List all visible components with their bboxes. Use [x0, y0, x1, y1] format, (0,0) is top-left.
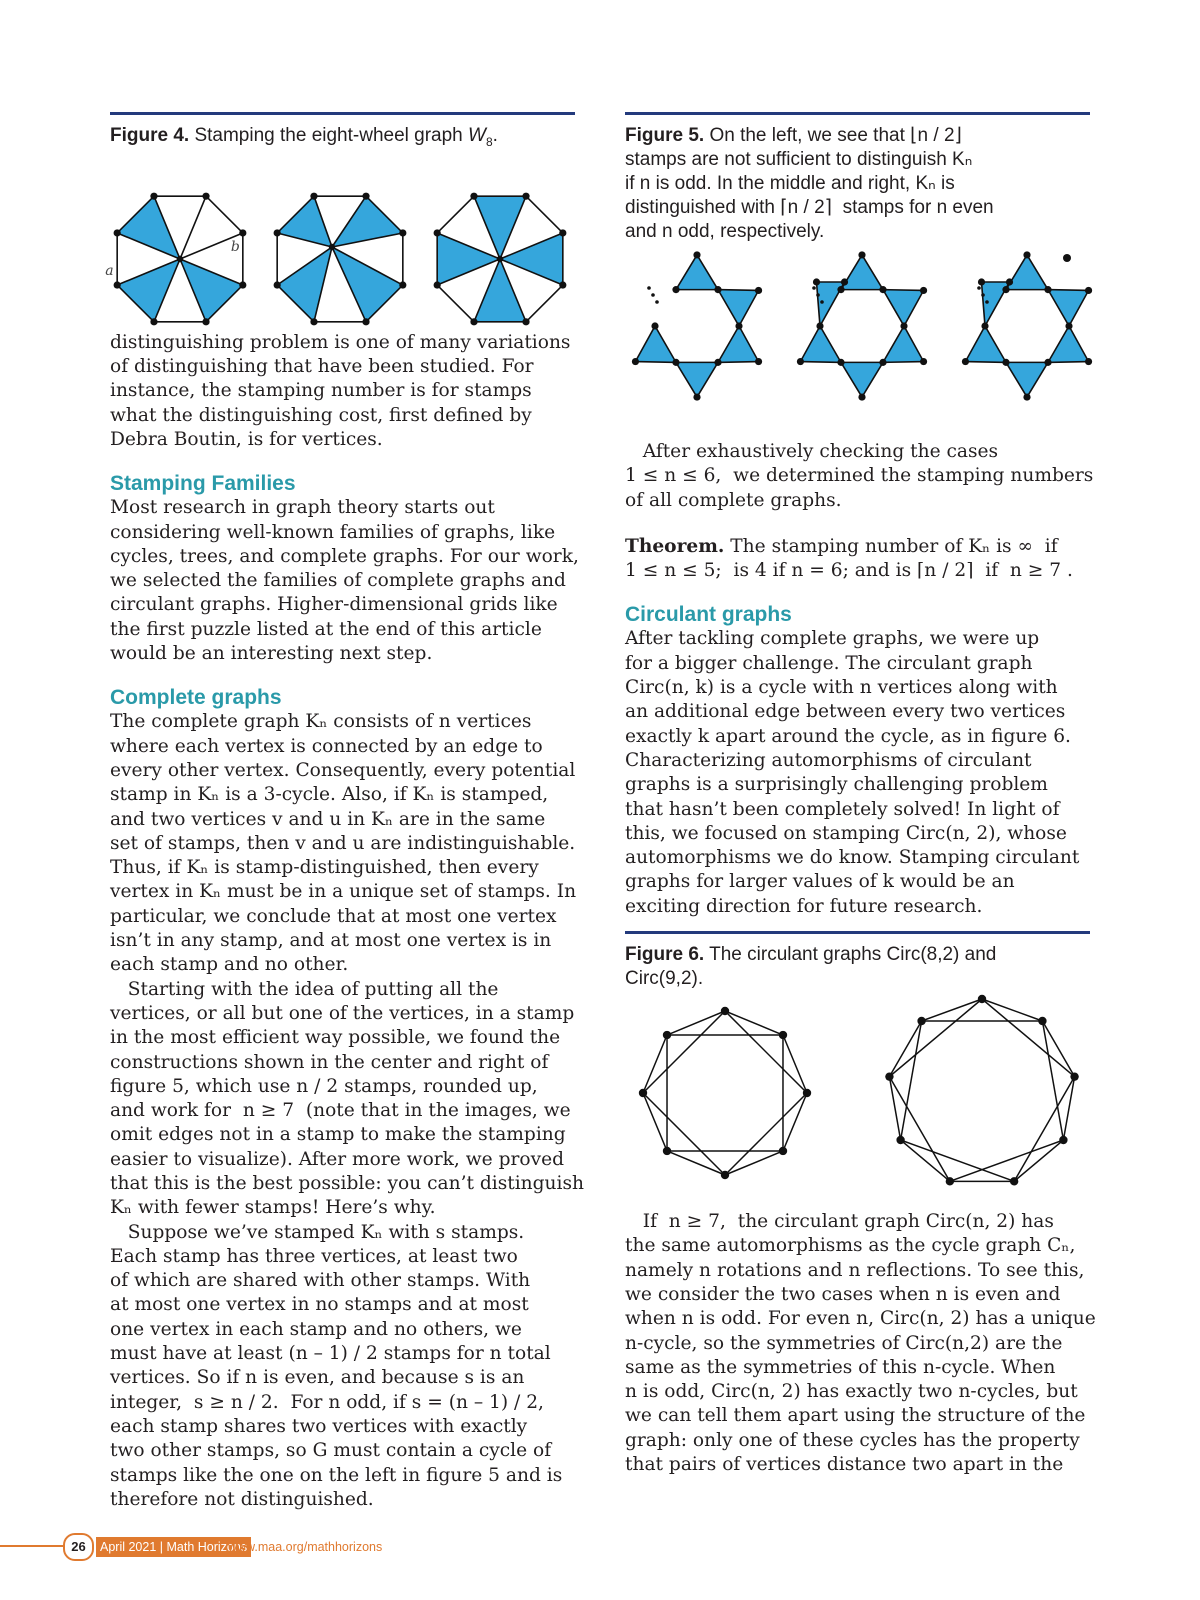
vertex-dot	[114, 281, 121, 288]
text-line: n is odd, Circ(n, 2) has exactly two n-cycles, but	[625, 1381, 1078, 1403]
stamp-triangle	[500, 233, 563, 285]
vertex-dot	[1044, 286, 1051, 293]
text-line: Circ(n, k) is a cycle with n vertices along with	[625, 677, 1058, 699]
text-line: at most one vertex in no stamps and at most	[110, 1294, 529, 1316]
text-line: If n ≥ 7, the circulant graph Circ(n, 2) has	[625, 1211, 1054, 1233]
figure6-caption-text: Circ(9,2).	[625, 968, 704, 990]
text-line: every other vertex. Consequently, every potential	[110, 759, 576, 781]
stamp-triangle	[474, 259, 526, 322]
stamp-triangle	[635, 326, 676, 362]
figure5-caption-label: Figure 5.	[625, 125, 705, 146]
vertex-dot	[755, 358, 762, 365]
issue-label: April 2021 | Math Horizons	[96, 1537, 251, 1557]
figure6-circulant-graphs	[625, 997, 1090, 1192]
text-line: we consider the two cases when n is even and	[625, 1283, 1061, 1305]
theorem-label: Theorem.	[625, 535, 725, 557]
vertex-dot	[813, 278, 820, 285]
text-line: Most research in graph theory starts out	[110, 497, 495, 519]
text-line: where each vertex is connected by an edge to	[110, 735, 543, 757]
vertex-dot	[779, 1147, 787, 1155]
text-line: isn’t in any stamp, and at most one vertex is in	[110, 930, 552, 952]
chord-edge	[982, 999, 1075, 1077]
section-stamping-families-body	[110, 496, 579, 666]
figure6-caption-line	[625, 967, 1090, 991]
section-stamping-families-title: Stamping Families	[110, 472, 296, 496]
vertex-dot	[1070, 1073, 1078, 1081]
stamp-triangle	[1048, 290, 1089, 326]
text-line: this, we focused on stamping Circ(n, 2), whose	[625, 822, 1067, 844]
text-line: that hasn’t been completely solved! In light of	[625, 798, 1060, 820]
chord-edge	[725, 1093, 807, 1175]
figure6-caption-text: The circulant graphs Circ(8,2) and	[704, 944, 997, 966]
text-line: that pairs of vertices distance two apart in the	[625, 1454, 1064, 1476]
vertex-dot	[672, 359, 679, 366]
figure5-caption-line	[625, 124, 1090, 148]
rim-edge	[526, 285, 563, 322]
rim-edge	[526, 196, 563, 233]
vertex-dot	[239, 281, 246, 288]
vertex-dot	[1023, 393, 1030, 400]
stamp-triangle	[332, 247, 403, 322]
rim-edge	[437, 196, 474, 233]
vertex-dot	[362, 318, 369, 325]
stamp-triangle	[841, 362, 883, 397]
text-line: the same automorphisms as the cycle graph Cₙ,	[625, 1235, 1076, 1257]
text-line: instance, the stamping number is for stamps	[110, 380, 532, 402]
cases-paragraph	[625, 440, 1094, 513]
vertex-dot	[274, 229, 281, 236]
cycle-edge	[901, 1140, 950, 1181]
section-circulant-graphs-body	[625, 627, 1090, 919]
text-line: and work for n ≥ 7 (note that in the images, we	[110, 1100, 571, 1122]
page-number: 26	[63, 1533, 94, 1561]
text-line: integer, s ≥ n / 2. For n odd, if s = (n – 1) / 2,	[110, 1391, 544, 1413]
text-line: particular, we conclude that at most one vertex	[110, 905, 557, 927]
stamp-triangle	[180, 259, 243, 322]
text-line: set of stamps, then v and u are indistinguishable.	[110, 832, 576, 854]
stamp-triangle	[1048, 326, 1089, 362]
vertex-dot	[239, 229, 246, 236]
ellipsis-dot	[647, 286, 651, 290]
text-line: n-cycle, so the symmetries of Circ(n,2) are the	[625, 1332, 1063, 1354]
vertex-dot	[721, 1007, 729, 1015]
vertex-dot	[1038, 1017, 1046, 1025]
text-line: graphs is a surprisingly challenging problem	[625, 774, 1048, 796]
text-line: easier to visualize). After more work, we proved	[110, 1148, 564, 1170]
figure5-caption-text: and n odd, respectively.	[625, 221, 825, 242]
vertex-dot	[434, 281, 441, 288]
vertex-dot	[841, 278, 848, 285]
section-circulant-graphs-title: Circulant graphs	[625, 603, 792, 627]
vertex-dot	[399, 281, 406, 288]
vertex-dot	[310, 192, 317, 199]
stamp-triangle	[718, 290, 759, 326]
cycle-edge	[667, 1011, 725, 1035]
vertex-label-a: a	[105, 262, 114, 279]
cycle-edge	[667, 1151, 725, 1175]
vertex-dot	[559, 281, 566, 288]
text-line: what the distinguishing cost, first defined by	[110, 404, 532, 426]
vertex-dot	[362, 192, 369, 199]
vertex-dot	[779, 1031, 787, 1039]
rim-edge	[206, 196, 243, 233]
text-line: distinguishing problem is one of many variations	[110, 331, 571, 353]
cycle-edge	[922, 999, 982, 1021]
ellipsis-dot	[655, 300, 659, 304]
text-line: Starting with the idea of putting all the	[110, 978, 499, 1000]
vertex-dot	[150, 192, 157, 199]
vertex-dot	[693, 251, 700, 258]
text-line: therefore not distinguished.	[110, 1488, 374, 1510]
vertex-dot	[816, 322, 823, 329]
ellipsis-dot	[985, 300, 989, 304]
text-line: when n is odd. For even n, Circ(n, 2) has a unique	[625, 1308, 1096, 1330]
vertex-dot	[202, 318, 209, 325]
vertex-dot	[1002, 286, 1009, 293]
vertex-dot	[114, 229, 121, 236]
vertex-dot	[1085, 287, 1092, 294]
text-line: each stamp shares two vertices with exactly	[110, 1415, 528, 1437]
figure4-label: Figure 4.	[110, 125, 190, 146]
intro-paragraph	[110, 331, 575, 452]
vertex-dot	[1010, 1177, 1018, 1185]
vertex-dot	[651, 322, 658, 329]
vertex-dot	[632, 358, 639, 365]
vertex-dot	[735, 322, 742, 329]
section-complete-graphs-body	[110, 710, 584, 1512]
ellipsis-dot	[977, 286, 981, 290]
text-line: two other stamps, so G must contain a cycle of	[110, 1440, 552, 1462]
vertex-dot	[310, 318, 317, 325]
chord-edge	[725, 1011, 807, 1093]
text-line: figure 5, which use n / 2 stamps, rounded up,	[110, 1075, 538, 1097]
vertex-dot	[1002, 359, 1009, 366]
figure4-caption-text: Stamping the eight-wheel graph	[189, 125, 469, 146]
hub-dot	[177, 256, 183, 262]
chord-edge	[643, 1093, 725, 1175]
vertex-dot	[663, 1147, 671, 1155]
text-line: vertices, or all but one of the vertices, in a stamp	[110, 1002, 575, 1024]
figure5-rule	[625, 112, 1090, 115]
vertex-dot	[896, 1136, 904, 1144]
vertex-dot	[522, 192, 529, 199]
text-line: 1 ≤ n ≤ 6, we determined the stamping numbers	[625, 465, 1094, 487]
theorem-text: 1 ≤ n ≤ 5; is 4 if n = 6; and is ⌈n / 2⌉ if n ≥ 7 .	[625, 560, 1073, 582]
text-line: we can tell them apart using the structure of the	[625, 1405, 1086, 1427]
vertex-dot	[917, 1017, 925, 1025]
cycle-edge	[1014, 1140, 1063, 1181]
website-link[interactable]: www.maa.org/mathhorizons	[228, 1540, 383, 1554]
left-column	[105, 112, 584, 1512]
figure5-caption	[625, 124, 1090, 244]
vertex-dot	[714, 359, 721, 366]
stamp-triangle	[437, 233, 500, 285]
figure6-caption-label: Figure 6.	[625, 944, 705, 966]
text-line: of which are shared with other stamps. With	[110, 1270, 531, 1292]
text-line: same as the symmetries of this n-cycle. When	[625, 1356, 1056, 1378]
ellipsis-dot	[812, 286, 816, 290]
vertex-dot	[962, 358, 969, 365]
vertex-dot	[920, 287, 927, 294]
chord-edge	[889, 999, 982, 1077]
figure4-wheel-graphs	[105, 154, 575, 329]
figure6-rule	[625, 931, 1090, 934]
hub-dot	[497, 256, 503, 262]
stamp-triangle	[117, 196, 180, 259]
isolated-vertex-dot	[1063, 254, 1071, 262]
stamp-triangle	[883, 290, 924, 326]
cycle-edge	[725, 1151, 783, 1175]
stamp-triangle	[474, 196, 526, 259]
vertex-dot	[1044, 359, 1051, 366]
text-line: The complete graph Kₙ consists of n vertices	[110, 711, 532, 733]
vertex-dot	[202, 192, 209, 199]
figure5-caption-text: stamps are not sufficient to distinguish Kₙ	[625, 149, 973, 170]
cycle-edge	[725, 1011, 783, 1035]
vertex-dot	[920, 358, 927, 365]
text-line: Kₙ with fewer stamps! Here’s why.	[110, 1197, 436, 1219]
stamp-triangle	[883, 326, 924, 362]
text-line: the first puzzle listed at the end of this article	[110, 618, 542, 640]
text-line: considering well-known families of graphs, like	[110, 521, 556, 543]
text-line: each stamp and no other.	[110, 954, 349, 976]
stamp-triangle	[1006, 362, 1048, 397]
vertex-dot	[522, 318, 529, 325]
vertex-dot	[470, 318, 477, 325]
text-line: would be an interesting next step.	[110, 643, 433, 665]
ellipsis-dot	[981, 293, 985, 297]
cycle-edge	[643, 1035, 667, 1093]
rim-edge	[437, 285, 474, 322]
text-line: an additional edge between every two vertices	[625, 701, 1066, 723]
vertex-dot	[1085, 358, 1092, 365]
vertex-dot	[837, 286, 844, 293]
vertex-dot	[885, 1073, 893, 1081]
vertex-label-b: b	[230, 238, 240, 255]
ellipsis-dot	[820, 300, 824, 304]
vertex-dot	[1059, 1136, 1067, 1144]
figure4-caption-sub: 8	[485, 134, 493, 149]
text-line: Debra Boutin, is for vertices.	[110, 428, 383, 450]
stamp-triangle	[800, 326, 841, 362]
cycle-edge	[643, 1093, 667, 1151]
text-line: and two vertices v and u in Kₙ are in the same	[110, 808, 546, 830]
text-line: exactly k apart around the cycle, as in figure 6.	[625, 725, 1071, 747]
final-paragraph	[625, 1210, 1096, 1477]
text-line: we selected the families of complete graphs and	[110, 570, 566, 592]
vertex-dot	[672, 286, 679, 293]
vertex-dot	[858, 393, 865, 400]
vertex-dot	[879, 286, 886, 293]
figure5-caption-text: distinguished with ⌈n / 2⌉ stamps for n even	[625, 197, 994, 218]
vertex-dot	[797, 358, 804, 365]
vertex-dot	[434, 229, 441, 236]
text-line: graphs for larger values of k would be an	[625, 871, 1015, 893]
vertex-dot	[559, 229, 566, 236]
figure5-caption-line	[625, 172, 1090, 196]
stamp-triangle	[676, 362, 718, 397]
text-line: Each stamp has three vertices, at least two	[110, 1245, 518, 1267]
figure5-caption-line	[625, 196, 1090, 220]
vertex-dot	[755, 287, 762, 294]
stamp-triangle	[1006, 255, 1048, 290]
vertex-dot	[978, 995, 986, 1003]
figure6-caption-line	[625, 943, 1090, 967]
theorem-text: The stamping number of Kₙ is ∞ if	[724, 535, 1058, 557]
vertex-dot	[981, 322, 988, 329]
vertex-dot	[721, 1171, 729, 1179]
vertex-dot	[879, 359, 886, 366]
text-line: Characterizing automorphisms of circulant	[625, 749, 1032, 771]
text-line: Suppose we’ve stamped Kₙ with s stamps.	[110, 1221, 525, 1243]
ellipsis-dot	[651, 293, 655, 297]
stamp-triangle	[117, 259, 180, 322]
ellipsis-dot	[816, 293, 820, 297]
vertex-dot	[714, 286, 721, 293]
text-line: vertices. So if n is even, and because s is an	[110, 1367, 525, 1389]
vertex-dot	[274, 281, 281, 288]
text-line: cycles, trees, and complete graphs. For our work,	[110, 545, 579, 567]
footer-line	[0, 1545, 66, 1547]
text-line: omit edges not in a stamp to make the stamping	[110, 1124, 566, 1146]
section-complete-graphs-title: Complete graphs	[110, 686, 282, 710]
chord-edge	[643, 1011, 725, 1093]
hub-dot	[329, 244, 335, 250]
text-line: of distinguishing that have been studied. For	[110, 356, 534, 378]
vertex-dot	[858, 251, 865, 258]
text-line: stamps like the one on the left in figure 5 and is	[110, 1464, 563, 1486]
text-line: must have at least (n – 1) / 2 stamps for n total	[110, 1343, 551, 1365]
theorem	[625, 535, 1090, 584]
text-line: that this is the best possible: you can’t distinguish	[110, 1173, 584, 1194]
text-line: graph: only one of these cycles has the property	[625, 1429, 1080, 1451]
vertex-dot	[900, 322, 907, 329]
vertex-dot	[837, 359, 844, 366]
figure5-complete-graph-stampings	[625, 244, 1090, 394]
chord-edge	[901, 1140, 1015, 1181]
text-line: circulant graphs. Higher-dimensional grids like	[110, 594, 558, 616]
stamp-triangle	[965, 326, 1006, 362]
vertex-dot	[693, 393, 700, 400]
figure5-caption-text: if n is odd. In the middle and right, Kₙ is	[625, 173, 955, 194]
vertex-dot	[978, 278, 985, 285]
cycle-edge	[783, 1035, 807, 1093]
text-line: After exhaustively checking the cases	[625, 441, 999, 462]
figure5-caption-line	[625, 220, 1090, 244]
vertex-dot	[639, 1089, 647, 1097]
page-footer	[0, 1531, 480, 1561]
text-line: exciting direction for future research.	[625, 895, 983, 917]
text-line: for a bigger challenge. The circulant graph	[625, 652, 1033, 674]
vertex-dot	[1065, 322, 1072, 329]
text-line: automorphisms we do know. Stamping circulant	[625, 847, 1080, 869]
text-line: constructions shown in the center and right of	[110, 1051, 549, 1073]
text-line: After tackling complete graphs, we were up	[625, 628, 1040, 650]
stamp-triangle	[718, 326, 759, 362]
vertex-dot	[399, 229, 406, 236]
vertex-dot	[470, 192, 477, 199]
text-line: of all complete graphs.	[625, 489, 842, 511]
right-column	[625, 112, 1096, 1477]
cycle-edge	[783, 1093, 807, 1151]
figure5-caption-text: On the left, we see that ⌊n / 2⌋	[704, 125, 962, 146]
vertex-dot	[1023, 251, 1030, 258]
vertex-dot	[803, 1089, 811, 1097]
figure4-caption	[110, 124, 575, 154]
figure4-caption-end: .	[492, 125, 498, 146]
text-line: one vertex in each stamp and no others, we	[110, 1318, 522, 1340]
figure4-rule	[110, 112, 575, 115]
chord-edge	[950, 1140, 1064, 1181]
text-line: namely n rotations and n reflections. To see this,	[625, 1259, 1085, 1281]
vertex-dot	[946, 1177, 954, 1185]
theorem-line	[625, 535, 1090, 559]
stamp-triangle	[676, 255, 718, 290]
cycle-edge	[982, 999, 1042, 1021]
text-line: in the most efficient way possible, we found the	[110, 1027, 561, 1049]
figure6-caption	[625, 943, 1090, 991]
theorem-line	[625, 559, 1090, 583]
text-line: Thus, if Kₙ is stamp-distinguished, then every	[110, 857, 539, 879]
vertex-dot	[1006, 278, 1013, 285]
text-line: stamp in Kₙ is a 3-cycle. Also, if Kₙ is stamped,	[110, 784, 549, 806]
figure4-caption-math: W	[468, 125, 486, 146]
vertex-dot	[663, 1031, 671, 1039]
vertex-dot	[150, 318, 157, 325]
figure5-caption-line	[625, 148, 1090, 172]
stamp-triangle	[841, 255, 883, 290]
text-line: vertex in Kₙ must be in a unique set of stamps. In	[110, 881, 577, 903]
